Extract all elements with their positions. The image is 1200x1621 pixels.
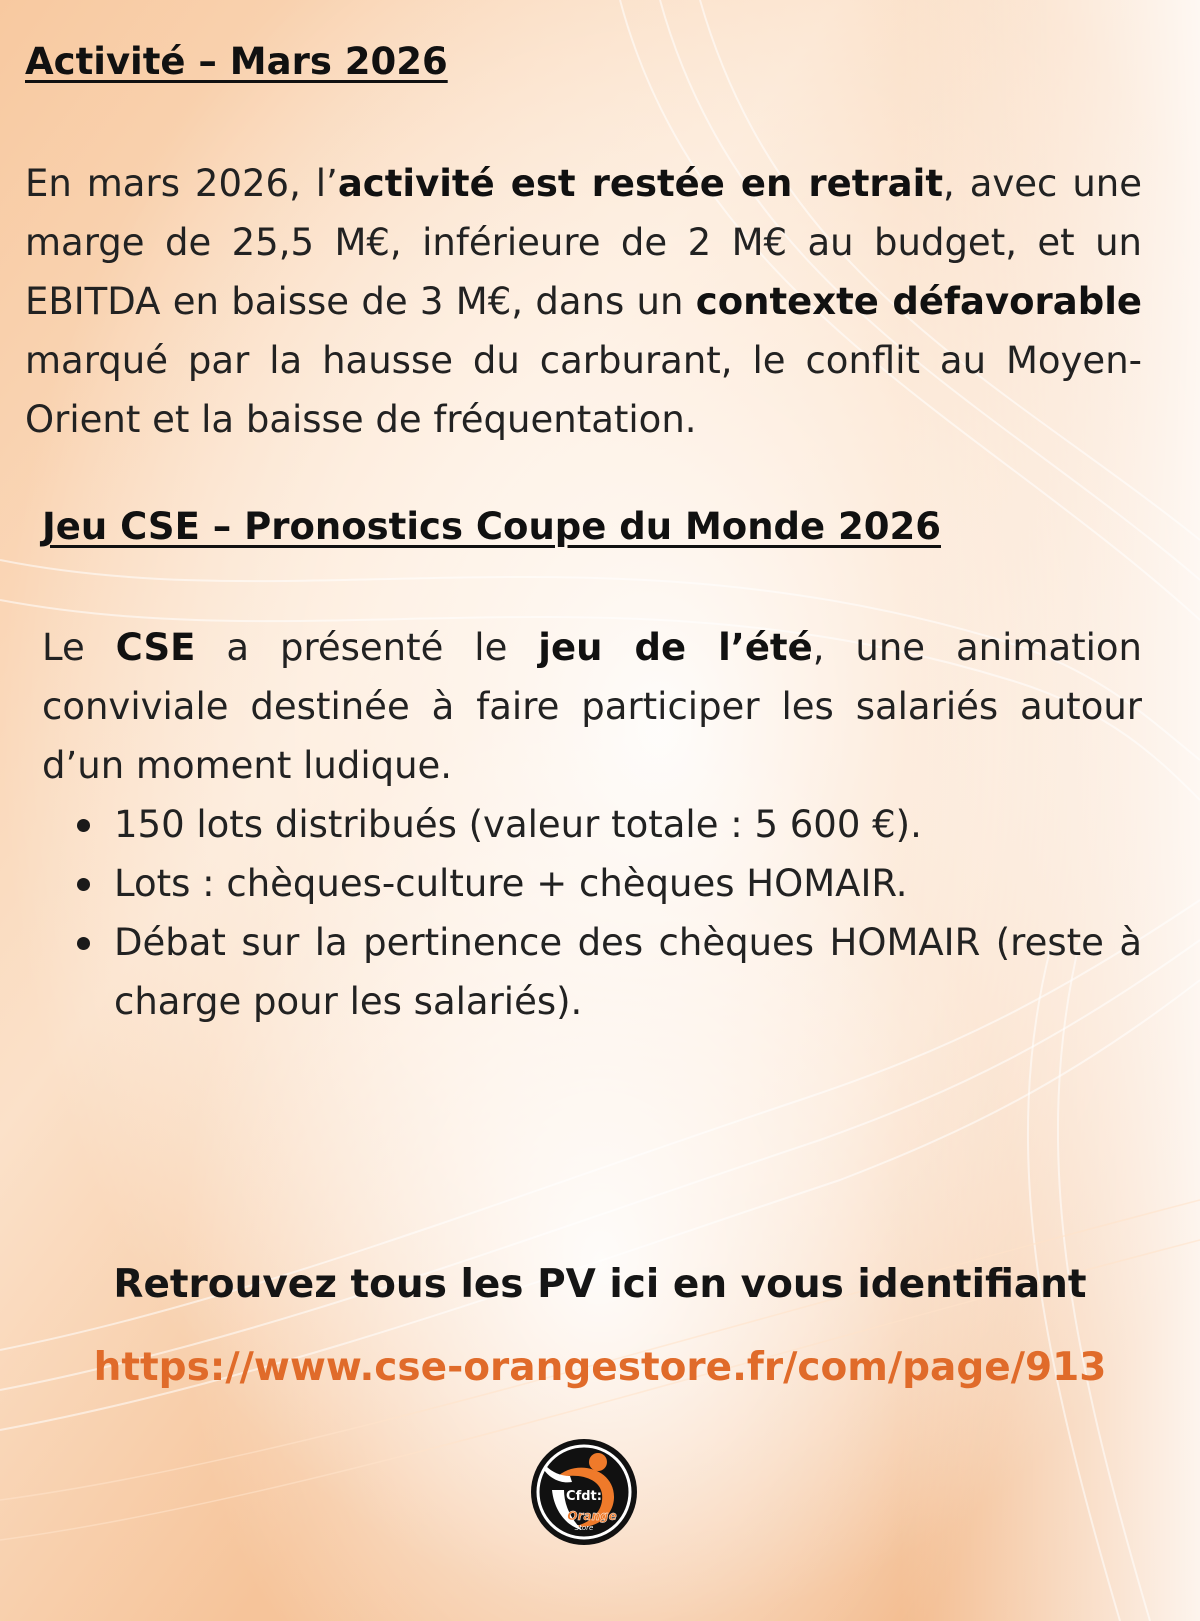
bullet-list (42, 795, 1142, 1031)
list-item (42, 854, 1142, 913)
logo-text-store: Store (574, 1524, 594, 1532)
jeu-cse-paragraph (42, 618, 1142, 795)
bold-segment: jeu de l’été (538, 626, 813, 669)
bold-segment: contexte défavorable (695, 280, 1142, 323)
text-segment: Le (42, 626, 116, 669)
list-item-text: 150 lots distribués (valeur totale : 5 600 €). (114, 803, 922, 846)
text-segment: marqué par la hausse du carburant, le conflit au Moyen-Orient et la baisse de fréquentation. (25, 339, 1142, 441)
logo-text-cfdt: Cfdt: (566, 1489, 602, 1504)
pv-link[interactable]: https://www.cse-orangestore.fr/com/page/913 (93, 1345, 1107, 1390)
text-segment: , une animation conviviale destinée à faire participer les salariés autour d’un moment ludique. (42, 626, 1142, 787)
text-segment: , avec une marge de 25,5 M€, inférieure de 2 M€ au budget, et un EBITDA en baisse de 3 M€, dans un (25, 162, 1142, 323)
list-item (42, 795, 1142, 854)
list-item (42, 913, 1142, 1031)
bold-segment: activité est restée en retrait (337, 162, 944, 205)
section-heading-jeu-cse: Jeu CSE – Pronostics Coupe du Monde 2026 (42, 505, 941, 548)
list-item-text: Lots : chèques-culture + chèques HOMAIR. (114, 862, 908, 905)
bullet-dot-icon (77, 819, 90, 832)
logo-text-orange: Orange (567, 1509, 617, 1523)
section-heading-activite: Activité – Mars 2026 (25, 40, 448, 83)
bold-segment: CSE (115, 626, 196, 669)
pv-call-to-action: Retrouvez tous les PV ici en vous identifiant (113, 1262, 1087, 1307)
activite-paragraph (25, 154, 1142, 449)
text-segment: a présenté le (195, 626, 539, 669)
bullet-dot-icon (77, 878, 90, 891)
bullet-dot-icon (77, 937, 90, 950)
text-segment: En mars 2026, l’ (25, 162, 338, 205)
cfdt-orange-store-logo-icon (530, 1438, 638, 1546)
list-item-text: Débat sur la pertinence des chèques HOMAIR (reste à charge pour les salariés). (114, 921, 1142, 1023)
